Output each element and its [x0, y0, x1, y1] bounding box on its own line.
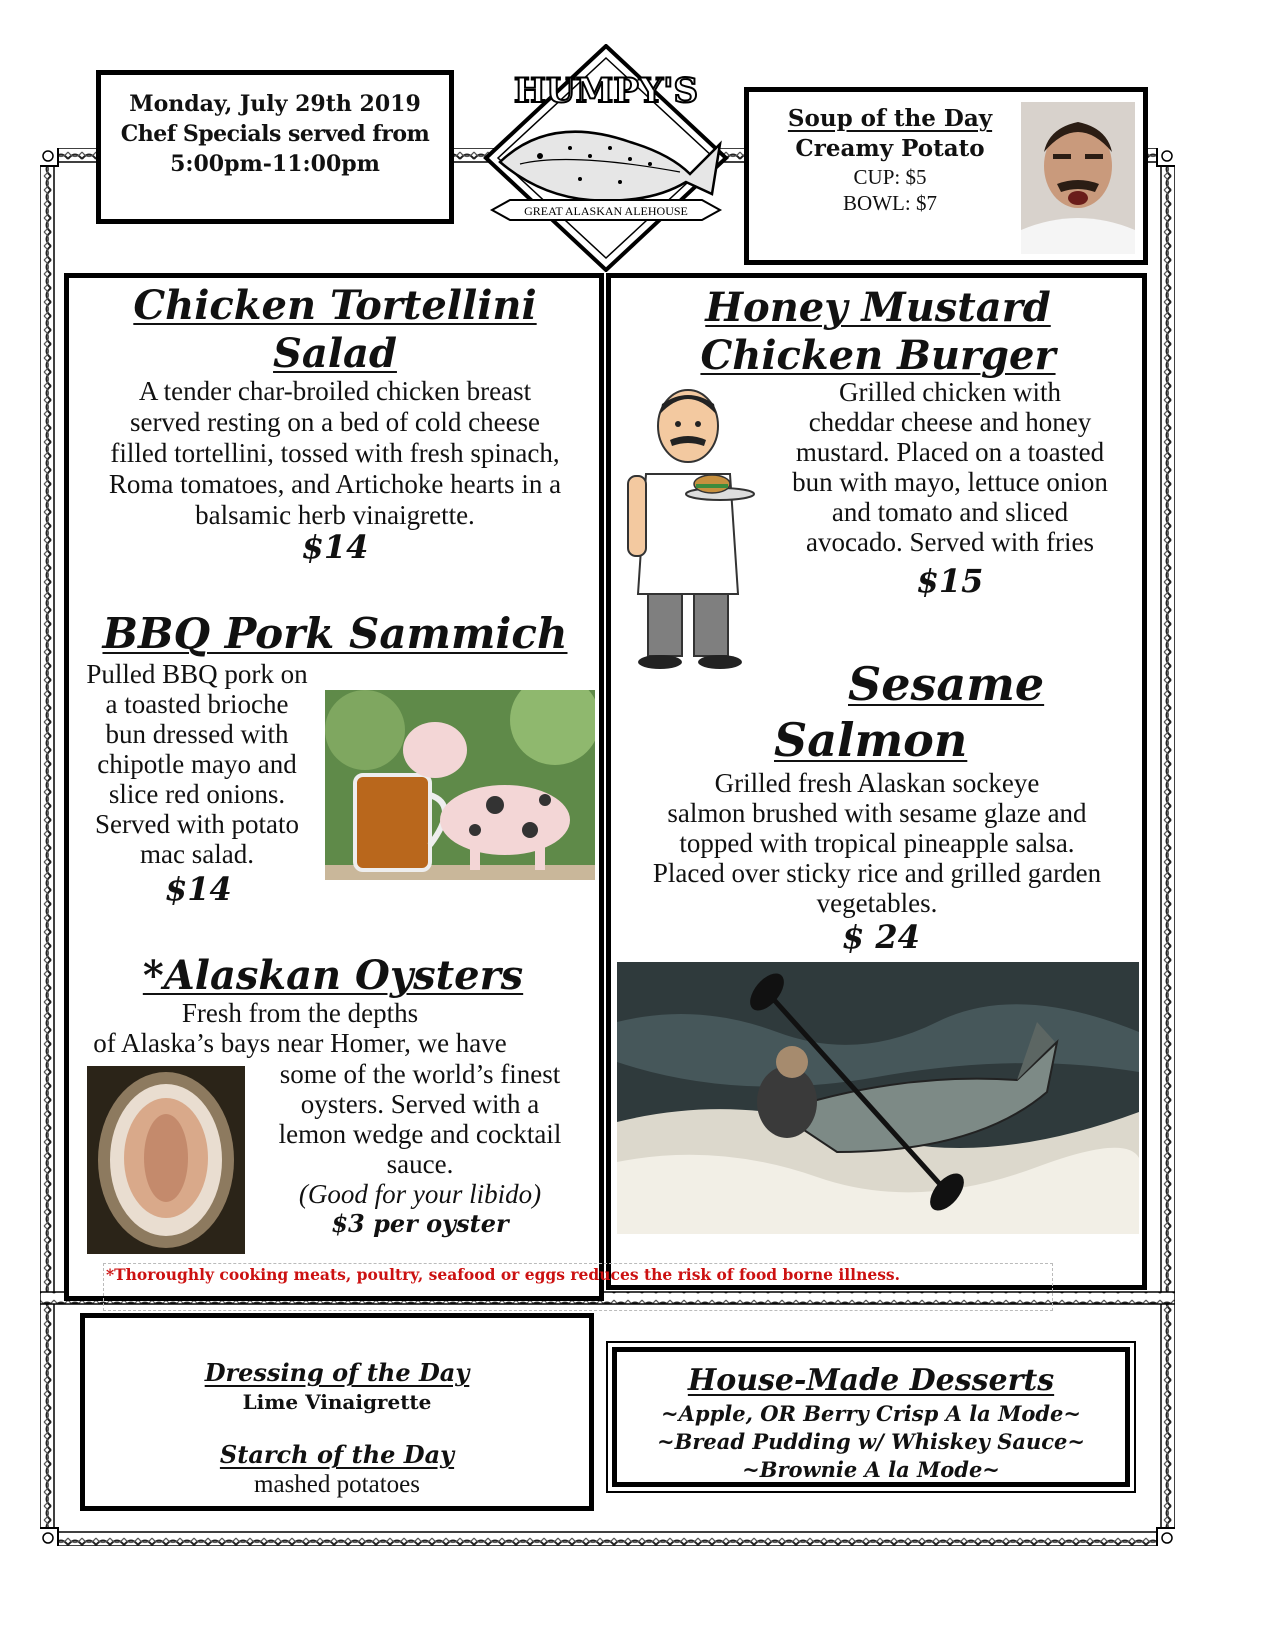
tortellini-title-line1: Chicken Tortellini	[133, 282, 537, 329]
desc-line: mac salad.	[140, 839, 254, 869]
desc-line: A tender char-broiled chicken breast	[138, 376, 532, 406]
dressing-starch-box	[80, 1313, 594, 1511]
desc-line: Fresh from the depths	[181, 998, 419, 1028]
kayak-salmon-photo-icon	[617, 962, 1139, 1234]
cartoon-chef	[626, 384, 762, 674]
desc-line: Placed over sticky rice and grilled garden	[652, 858, 1102, 888]
bbq-description	[72, 659, 322, 869]
oysters-title: *Alaskan Oysters	[142, 952, 524, 999]
dessert-item: ~Brownie A la Mode~	[742, 1457, 1000, 1482]
desc-line: lemon wedge and cocktail	[278, 1119, 562, 1149]
specials-text: Chef Specials served from	[120, 121, 430, 147]
dressing-heading: Dressing of the Day	[204, 1358, 470, 1387]
kayak-salmon-photo	[617, 962, 1139, 1234]
desc-line: Grilled chicken with	[839, 377, 1061, 407]
soup-box	[744, 87, 1148, 265]
tortellini-title	[70, 282, 600, 378]
desc-line: Served with potato	[95, 809, 299, 839]
soup-cup: CUP: $5	[853, 165, 927, 189]
desserts-heading: House-Made Desserts	[687, 1363, 1055, 1398]
soup-heading: Soup of the Day	[787, 105, 993, 132]
desc-line: bun with mayo, lettuce onion	[792, 467, 1108, 497]
oyster-photo	[87, 1066, 245, 1254]
soup-bowl: BOWL: $7	[843, 191, 937, 215]
desc-line: avocado. Served with fries	[806, 527, 1094, 557]
desc-line: cheddar cheese and honey	[808, 407, 1092, 437]
humpys-logo	[480, 44, 732, 272]
specials-time: 5:00pm-11:00pm	[170, 151, 380, 177]
dessert-item: ~Bread Pudding w/ Whiskey Sauce~	[657, 1429, 1085, 1454]
desc-line: oysters. Served with a	[300, 1089, 540, 1119]
dressing-value: Lime Vinaigrette	[242, 1390, 432, 1414]
dessert-item: ~Apple, OR Berry Crisp A la Mode~	[661, 1401, 1081, 1426]
food-safety-warning: *Thoroughly cooking meats, poultry, seafood or eggs reduces the risk of food borne illness.	[103, 1263, 1053, 1311]
logo-banner: GREAT ALASKAN ALEHOUSE	[524, 204, 688, 218]
desc-line: topped with tropical pineapple salsa.	[679, 828, 1075, 858]
desc-line: Roma tomatoes, and Artichoke hearts in a	[108, 469, 562, 499]
logo-name: HUMPY'S	[513, 71, 699, 111]
tortellini-title-line2: Salad	[273, 330, 397, 377]
desc-line: slice red onions.	[108, 779, 286, 809]
cartoon-chef-icon	[626, 384, 762, 674]
desc-line: mustard. Placed on a toasted	[795, 437, 1105, 467]
desc-line: sauce.	[386, 1149, 454, 1179]
date-box	[96, 70, 454, 224]
salmon-price: $ 24	[842, 918, 920, 956]
salmon-title-line2: Salmon	[774, 713, 968, 767]
starch-heading: Starch of the Day	[219, 1440, 455, 1469]
tortellini-description	[68, 376, 602, 531]
burger-price: $15	[916, 562, 984, 600]
tortellini-price: $14	[301, 528, 369, 566]
oysters-note: (Good for your libido)	[298, 1179, 542, 1209]
desc-line: and tomato and sliced	[831, 497, 1069, 527]
burger-title-line2: Chicken Burger	[700, 332, 1056, 379]
oysters-price: $3 per oyster	[331, 1209, 509, 1238]
desc-line: balsamic herb vinaigrette.	[195, 500, 475, 530]
bbq-price: $14	[165, 870, 232, 908]
burger-description	[766, 377, 1134, 557]
desc-line: Pulled BBQ pork on	[86, 659, 308, 689]
desc-line: salmon brushed with sesame glaze and	[667, 798, 1087, 828]
burger-title	[610, 284, 1146, 380]
desc-line: chipotle mayo and	[97, 749, 297, 779]
desserts-box	[612, 1347, 1130, 1487]
bbq-title: BBQ Pork Sammich	[102, 609, 568, 658]
piglet-beer-photo	[325, 690, 595, 880]
desc-line: bun dressed with	[105, 719, 289, 749]
oysters-description-top	[70, 998, 530, 1058]
soup-name: Creamy Potato	[795, 135, 985, 162]
desc-line: filled tortellini, tossed with fresh spinach,	[110, 438, 560, 468]
oysters-description-side	[256, 1059, 584, 1239]
chef-photo-icon	[1021, 102, 1135, 254]
date-text: Monday, July 29th 2019	[129, 91, 421, 117]
burger-title-line1: Honey Mustard	[705, 284, 1051, 331]
desc-line: vegetables.	[816, 888, 938, 918]
desc-line: Grilled fresh Alaskan sockeye	[714, 768, 1040, 798]
chef-photo	[1021, 102, 1135, 254]
desc-line: served resting on a bed of cold cheese	[129, 407, 541, 437]
desc-line: some of the world’s finest	[279, 1059, 561, 1089]
salmon-description	[614, 768, 1140, 918]
salmon-title-line1: Sesame	[848, 657, 1045, 711]
starch-value: mashed potatoes	[254, 1471, 420, 1498]
piglet-beer-photo-icon	[325, 690, 595, 880]
desc-line: a toasted brioche	[105, 689, 289, 719]
desserts-box-outer	[606, 1341, 1136, 1493]
desc-line: of Alaska’s bays near Homer, we have	[93, 1028, 507, 1058]
oyster-photo-icon	[87, 1066, 245, 1254]
